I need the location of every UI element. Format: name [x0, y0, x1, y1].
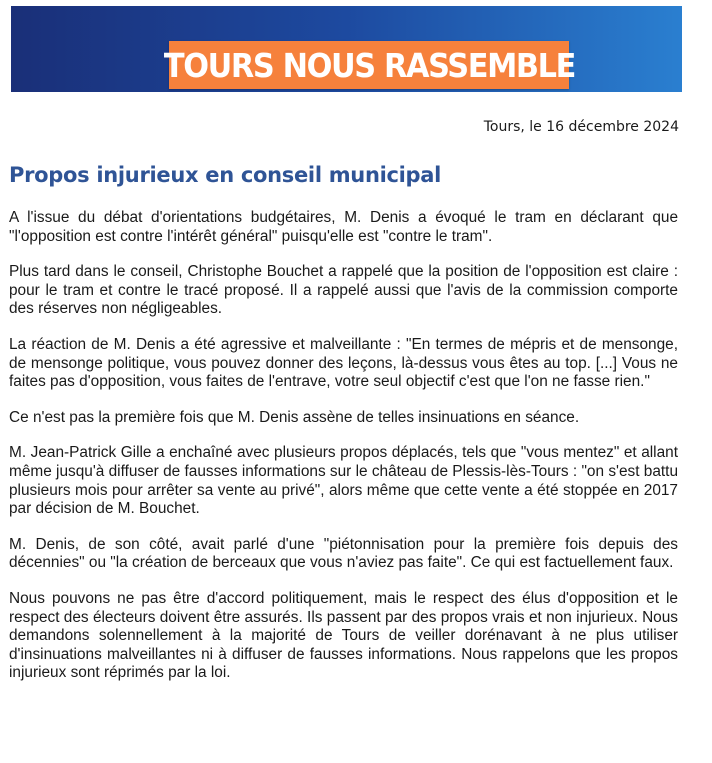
paragraph: Nous pouvons ne pas être d'accord politiquement, mais le respect des élus d'opposition et le respect des électeurs doivent être assurés. Ils passent par des propos vrais et non injurieux. Nous demandons solennellement à la majorité de Tours de veiller dorénavant à ne plus utiliser d'insinuations malveillantes ni à diffuser de fausses informations. Nous rappelons que les propos injurieux sont réprimés par la loi. — [9, 589, 678, 682]
paragraph: Ce n'est pas la première fois que M. Denis assène de telles insinuations en séance. — [9, 408, 580, 426]
paragraph: La réaction de M. Denis a été agressive et malveillante : "En termes de mépris et de mensonge, de mensonge politique, vous pouvez donner des leçons, là-dessus vous êtes au top. [...] Vous ne faites pas d'opposition, vous faites de l'entrave, votre seul objectif c'est que l'on ne fasse rien." — [9, 335, 678, 391]
page-title: Propos injurieux en conseil municipal — [9, 163, 442, 187]
date-line: Tours, le 16 décembre 2024 — [483, 119, 679, 135]
article-body — [9, 209, 678, 700]
paragraph: M. Jean-Patrick Gille a enchaîné avec plusieurs propos déplacés, tels que "vous mentez" et allant même jusqu'à diffuser de fausses informations sur le château de Plessis-lès-Tours : "on s'est battu plusieurs mois pour arrêter sa vente au privé", alors même que cette vente a été stoppée en 2017 par décision de M. Bouchet. — [9, 444, 678, 518]
paragraph: M. Denis, de son côté, avait parlé d'une "piétonnisation pour la première fois depuis des décennies" ou "la création de berceaux que vous n'aviez pas faite". Ce qui est factuellement faux. — [9, 535, 678, 572]
paragraph: A l'issue du débat d'orientations budgétaires, M. Denis a évoqué le tram en déclarant que "l'opposition est contre l'intérêt général" puisqu'elle est "contre le tram". — [9, 209, 678, 245]
logo-text: TOURS NOUS RASSEMBLE — [163, 45, 575, 85]
header-banner — [11, 6, 682, 92]
paragraph: Plus tard dans le conseil, Christophe Bouchet a rappelé que la position de l'opposition est claire : pour le tram et contre le tracé proposé. Il a rappelé aussi que l'avis de la commission comporte des réserves non négligeables. — [9, 263, 678, 318]
logo — [163, 41, 575, 89]
